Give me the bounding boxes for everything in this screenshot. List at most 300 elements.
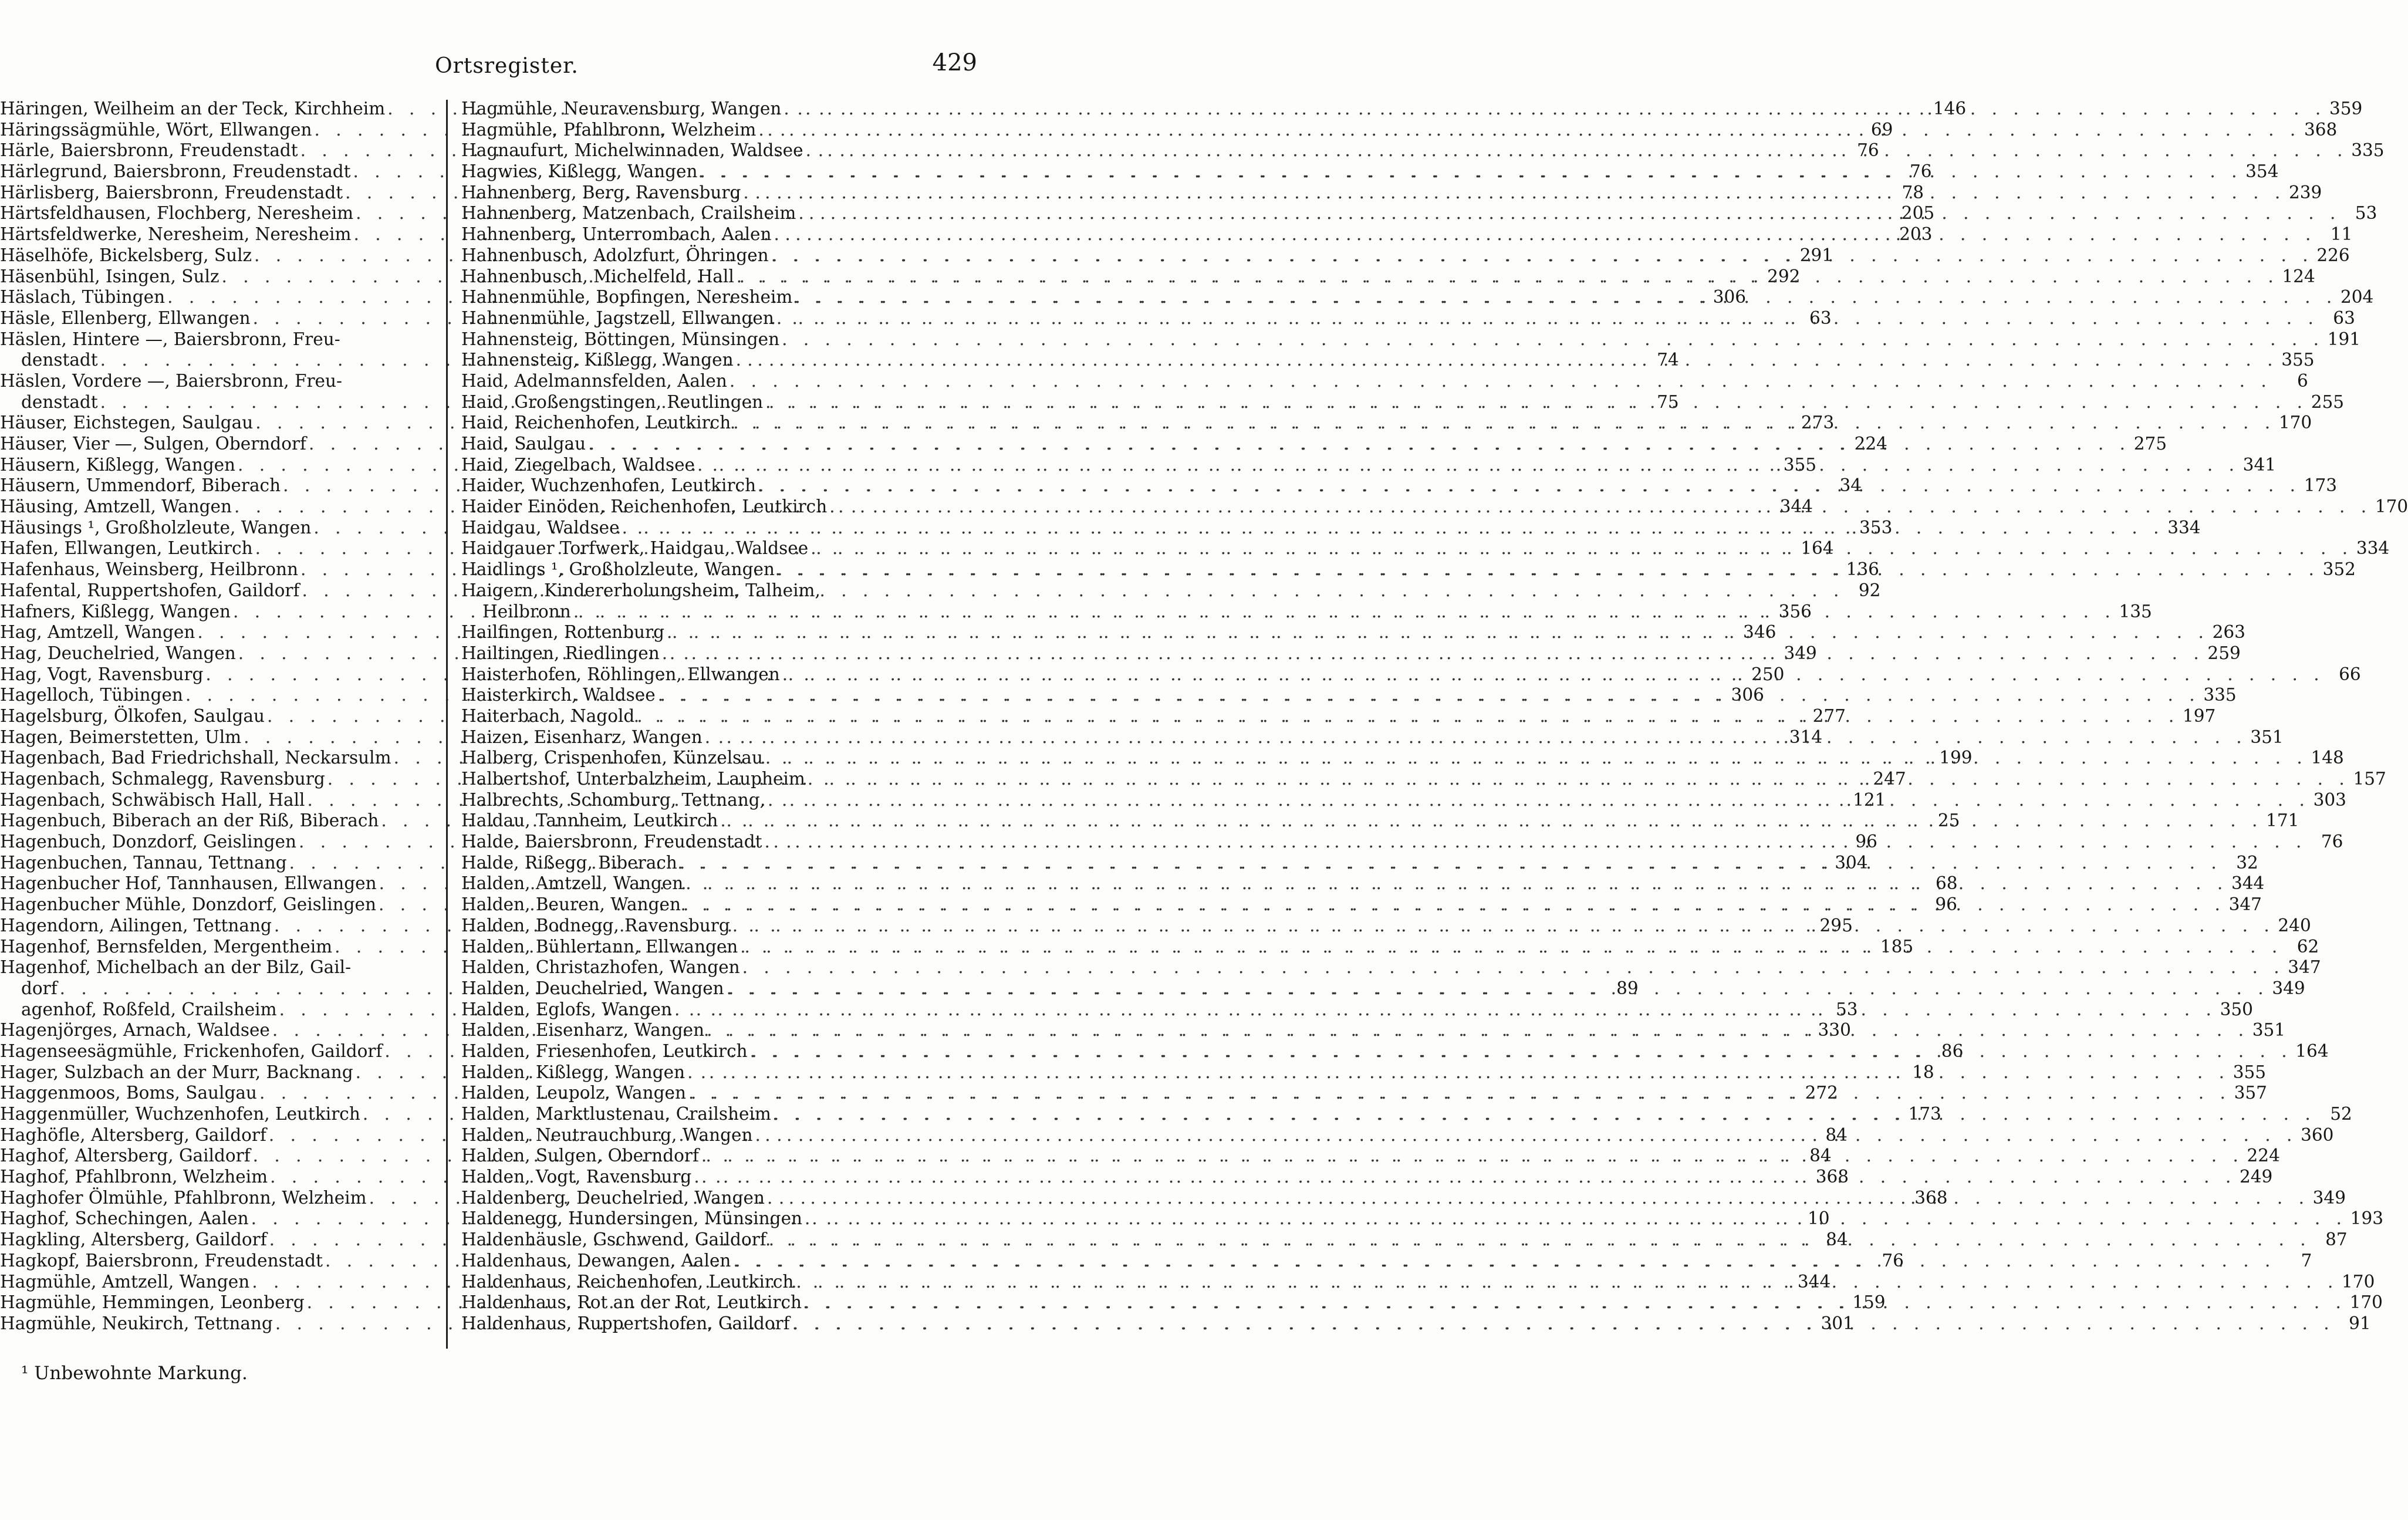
leader-dots <box>586 434 2133 455</box>
entry-page-ref: 357 <box>2234 1083 2267 1103</box>
entry-page-ref: 159 <box>1852 1292 1886 1313</box>
entry-place-name: Häusern, Ummendorf, Biberach <box>0 475 281 496</box>
entry-page-ref: 275 <box>2133 434 2167 454</box>
entry-place-name: Haid, Reichenhofen, Leutkirch <box>461 413 731 433</box>
entry-page-ref: 347 <box>2288 957 2321 978</box>
entry-place-name: Hahnensteig, Kißlegg, Wangen <box>461 350 734 370</box>
index-entry <box>461 580 866 602</box>
entry-place-name: Härle, Baiersbronn, Freudenstadt <box>0 140 298 161</box>
entry-page-ref: 68 <box>1936 873 1958 894</box>
entry-page-ref: 334 <box>2167 517 2201 538</box>
entry-place-name: Haisterkirch, Waldsee <box>461 685 656 705</box>
entry-page-ref: 170 <box>2278 413 2312 433</box>
entry-page-ref: 185 <box>1880 936 1914 957</box>
entry-place-name: Haggenmüller, Wuchzenhofen, Leutkirch <box>0 1104 360 1124</box>
leader-dots <box>571 602 2118 623</box>
entry-page-ref: 349 <box>1784 643 1817 663</box>
entry-page-ref: 18 <box>1912 1062 1934 1082</box>
entry-place-name: Haghöfle, Altersberg, Gaildorf <box>0 1124 266 1145</box>
entry-page-ref: 164 <box>1801 538 1834 559</box>
leader-dots <box>753 1125 2300 1146</box>
entry-place-name: Haldenhaus, Rot an der Rot, Leutkirch <box>461 1292 802 1313</box>
entry-page-ref: 11 <box>2330 224 2353 245</box>
entry-place-name: Hagenbucher Mühle, Donzdorf, Geislingen <box>0 894 376 915</box>
entry-page-ref: 136 <box>1846 559 1879 580</box>
entry-page-ref: 273 <box>1801 413 1835 433</box>
entry-page-ref: 292 <box>1767 266 1801 286</box>
entry-page-ref: 354 <box>2245 161 2279 182</box>
leader-dots <box>734 266 2281 288</box>
entry-page-ref: 350 <box>2220 999 2253 1019</box>
entry-place-name: Hagkopf, Baiersbronn, Freudenstadt <box>0 1250 323 1271</box>
entry-page-ref: 360 <box>2301 1124 2334 1145</box>
leader-dots <box>686 1083 2233 1104</box>
entry-page-ref: 74 <box>1657 350 1679 370</box>
leader-dots <box>781 99 2328 120</box>
entry-place-name: Hagenbucher Hof, Tannhausen, Ellwangen <box>0 873 377 894</box>
leader-dots <box>741 183 2288 204</box>
entry-page-ref: 351 <box>2252 1020 2286 1041</box>
leader-dots <box>793 1272 2341 1293</box>
entry-place-name: Halden, Amtzell, Wangen <box>461 873 684 894</box>
entry-place-name: Halden, Eglofs, Wangen <box>461 999 672 1019</box>
entry-place-name: Haid, Großengstingen, Reutlingen <box>461 391 764 412</box>
entry-place-name: Halden, Vogt, Ravensburg <box>461 1167 692 1187</box>
leader-dots <box>727 371 2274 392</box>
leader-dots <box>827 496 2374 518</box>
column-divider <box>446 100 448 1349</box>
entry-place-name: Hagenbuchen, Tannau, Tettnang <box>0 852 287 873</box>
entry-place-name: Hagenhof, Bernsfelden, Mergentheim <box>0 936 333 957</box>
entry-place-name: Halbertshof, Unterbalzheim, Laupheim <box>461 769 805 789</box>
entry-place-name: denstadt <box>21 391 98 412</box>
entry-place-name: Hag, Vogt, Ravensburg <box>0 664 204 684</box>
leader-dots <box>756 475 2303 496</box>
entry-page-ref: 205 <box>1901 203 1935 224</box>
entry-place-name: Häslen, Hintere —, Baiersbronn, Freu- <box>0 329 340 349</box>
leader-dots <box>660 643 2207 664</box>
entry-place-name: Haghof, Schechingen, Aalen <box>0 1208 249 1229</box>
entry-place-name: Häusings ¹, Großholzleute, Wangen <box>0 517 312 538</box>
leader-dots <box>796 203 2343 224</box>
entry-place-name: Haider Einöden, Reichenhofen, Leutkirch <box>461 496 828 517</box>
entry-place-name: Hagwies, Kißlegg, Wangen <box>461 161 698 182</box>
entry-place-name: Halden, Bühlertann, Ellwangen <box>461 936 738 957</box>
entry-place-name: Hailfingen, Rottenburg <box>461 622 664 643</box>
entry-page-ref: 75 <box>1657 391 1679 412</box>
entry-page-ref: 352 <box>2322 559 2356 580</box>
leader-dots <box>695 455 2242 476</box>
leader-dots <box>738 937 2285 958</box>
entry-page-ref: 76 <box>1882 1250 1904 1271</box>
entry-page-ref: 76 <box>2321 832 2343 852</box>
entry-page-ref: 7 <box>2301 1250 2312 1271</box>
entry-place-name: Haid, Saulgau <box>461 434 586 454</box>
entry-place-name: Hahnenberg, Matzenbach, Crailsheim <box>461 203 796 224</box>
entry-page-ref: 330 <box>1818 1020 1851 1041</box>
entry-page-ref: 355 <box>2281 350 2315 370</box>
entry-page-ref: 10 <box>1808 1208 1830 1229</box>
entry-page-ref: 304 <box>1835 852 1868 873</box>
leader-dots <box>769 245 2316 266</box>
entry-place-name: Hagmühle, Hemmingen, Leonberg <box>0 1292 305 1313</box>
entry-page-ref: 6 <box>2297 370 2308 391</box>
entry-page-ref: 224 <box>2247 1146 2280 1166</box>
entry-page-ref: 78 <box>1902 182 1924 202</box>
entry-place-name: Häusern, Kißlegg, Wangen <box>0 454 236 475</box>
leader-dots <box>704 1020 2251 1041</box>
leader-dots <box>620 518 2167 539</box>
entry-place-name: Hagenbuch, Biberach an der Riß, Biberach <box>0 810 379 831</box>
entry-place-name: Haggenmoos, Boms, Saulgau <box>0 1083 257 1103</box>
entry-place-name: Häsenbühl, Isingen, Sulz <box>0 266 219 286</box>
entry-page-ref: 87 <box>2325 1229 2348 1250</box>
entry-page-ref: 263 <box>2212 622 2245 643</box>
entry-place-name: Haider, Wuchzenhofen, Leutkirch <box>461 475 756 496</box>
entry-page-ref: 135 <box>2119 601 2152 621</box>
index-entry <box>461 370 2308 392</box>
entry-page-ref: 173 <box>2304 475 2338 496</box>
entry-page-ref: 96 <box>1855 832 1877 852</box>
entry-page-ref: 346 <box>1743 622 1777 643</box>
index-entry <box>461 308 2355 329</box>
entry-place-name: Hahnenbusch, Michelfeld, Hall <box>461 266 734 286</box>
entry-place-name: Hagelloch, Tübingen <box>0 685 183 705</box>
entry-place-name: Hagen, Beimerstetten, Ulm <box>0 727 242 747</box>
leader-dots <box>790 1313 2337 1335</box>
entry-place-name: Hahnensteig, Böttingen, Münsingen <box>461 329 780 349</box>
entry-place-name: Hagmühle, Neuravensburg, Wangen <box>461 99 782 119</box>
leader-dots <box>734 350 2281 371</box>
entry-page-ref: 303 <box>2313 789 2346 810</box>
entry-place-name: Hagenbach, Bad Friedrichshall, Neckarsulm <box>0 748 391 768</box>
leader-dots <box>691 1167 2238 1188</box>
leader-dots <box>762 832 2309 853</box>
entry-place-name: Hagnaufurt, Michelwinnaden, Waldsee <box>461 140 803 161</box>
entry-page-ref: 204 <box>2340 287 2374 308</box>
entry-page-ref: 197 <box>2182 705 2216 726</box>
entry-place-name: Haisterhofen, Röhlingen, Ellwangen <box>461 664 780 684</box>
leader-dots <box>765 1188 2312 1209</box>
leader-dots <box>803 140 2350 161</box>
entry-place-name: Häsle, Ellenberg, Ellwangen <box>0 308 251 328</box>
leader-dots <box>718 810 2265 832</box>
entry-place-name: Haghof, Pfahlbronn, Welzheim <box>0 1167 268 1187</box>
index-entry <box>0 329 433 350</box>
entry-place-name: Härlegrund, Baiersbronn, Freudenstadt <box>0 161 351 182</box>
entry-page-ref: 368 <box>1815 1167 1849 1187</box>
entry-place-name: Hagenhof, Michelbach an der Bilz, Gail- <box>0 957 352 978</box>
entry-place-name: Hailtingen, Riedlingen <box>461 643 660 663</box>
entry-page-ref: 164 <box>2295 1041 2329 1061</box>
entry-place-name: Häslen, Vordere —, Baiersbronn, Freu- <box>0 370 342 391</box>
entry-place-name: Hagendorn, Ailingen, Tettnang <box>0 915 272 935</box>
entry-page-ref: 314 <box>1789 727 1823 747</box>
entry-place-name: Haldau, Tannheim, Leutkirch <box>461 810 718 831</box>
entry-page-ref: 92 <box>1858 580 1881 600</box>
entry-place-name: Härtsfeldhausen, Flochberg, Neresheim <box>0 203 354 224</box>
leader-dots <box>699 1146 2246 1167</box>
leader-dots <box>802 1292 2349 1313</box>
leader-dots <box>765 790 2312 811</box>
entry-page-ref: 34 <box>1839 475 1862 496</box>
entry-place-name: Hafners, Kißlegg, Wangen <box>0 601 231 621</box>
running-header-title: Ortsregister. <box>435 54 579 78</box>
entry-page-ref: 91 <box>2349 1313 2371 1333</box>
leader-dots <box>672 999 2219 1021</box>
entry-page-ref: 32 <box>2236 852 2258 873</box>
entry-place-name: Hagenjörges, Arnach, Waldsee <box>0 1020 270 1041</box>
entry-page-ref: 121 <box>1853 789 1886 810</box>
entry-page-ref: 86 <box>1941 1041 1964 1061</box>
entry-page-ref: 355 <box>1783 454 1816 475</box>
entry-page-ref: 84 <box>1809 1146 1832 1166</box>
entry-page-ref: 62 <box>2296 936 2319 957</box>
entry-place-name: Hagenbuch, Donzdorf, Geislingen <box>0 832 296 852</box>
leader-dots <box>802 1208 2349 1229</box>
entry-page-ref: 203 <box>1899 224 1933 245</box>
entry-page-ref: 344 <box>1779 496 1813 517</box>
index-entry <box>0 371 433 392</box>
entry-page-ref: 341 <box>2242 454 2276 475</box>
entry-place-name: Hager, Sulzbach an der Murr, Backnang <box>0 1062 353 1082</box>
entry-place-name: Hagenbach, Schwäbisch Hall, Hall <box>0 789 305 810</box>
entry-place-name: Halbrechts, Schomburg, Tettnang, <box>461 789 765 810</box>
entry-page-ref: 191 <box>2327 329 2361 349</box>
entry-page-ref: 171 <box>2266 810 2299 831</box>
entry-place-name: Halden, Christazhofen, Wangen <box>461 957 740 978</box>
entry-place-name: Halde, Baiersbronn, Freudenstadt <box>461 832 762 852</box>
entry-place-name: Hahnenberg, Berg, Ravensburg <box>461 182 741 202</box>
entry-place-name: Haizen, Eisenharz, Wangen <box>461 727 703 747</box>
entry-place-name: Halden, Marktlustenau, Crailsheim <box>461 1104 771 1124</box>
entry-place-name: Halden, Kißlegg, Wangen <box>461 1062 685 1082</box>
entry-place-name: Haldenhaus, Dewangen, Aalen <box>461 1250 731 1271</box>
entry-page-ref: 335 <box>2203 685 2237 705</box>
entry-place-name: Häselhöfe, Bickelsberg, Sulz <box>0 245 252 265</box>
entry-place-name: Härtsfeldwerke, Neresheim, Neresheim <box>0 224 352 245</box>
entry-page-ref: 295 <box>1819 915 1853 935</box>
entry-place-name: Halden, Neutrauchburg, Wangen <box>461 1124 753 1145</box>
entry-page-ref: 272 <box>1805 1083 1838 1103</box>
entry-place-name: Häringen, Weilheim an der Teck, Kirchheim <box>0 99 386 119</box>
entry-page-ref: 226 <box>2316 245 2350 265</box>
leader-dots <box>779 329 2326 350</box>
entry-page-ref: 306 <box>1731 685 1764 705</box>
leader-dots <box>681 894 2228 916</box>
leader-dots <box>748 1041 2295 1062</box>
entry-page-ref: 66 <box>2339 664 2361 684</box>
leader-dots <box>766 1229 2314 1251</box>
page-number: 429 <box>932 49 977 76</box>
entry-page-ref: 301 <box>1821 1313 1854 1333</box>
entry-place-name: Halden, Leupolz, Wangen <box>461 1083 686 1103</box>
entry-place-name: Häringssägmühle, Wört, Ellwangen <box>0 119 312 140</box>
entry-page-ref: 53 <box>1835 999 1858 1019</box>
entry-place-name: Häusing, Amtzell, Wangen <box>0 496 232 517</box>
entry-place-name: Haghof, Altersberg, Gaildorf <box>0 1146 251 1166</box>
leader-dots <box>730 916 2277 937</box>
entry-place-name: Hag, Amtzell, Wangen <box>0 622 195 643</box>
entry-place-name: dorf <box>21 978 58 998</box>
entry-place-name: Hagmühle, Pfahlbronn, Welzheim <box>461 119 756 140</box>
entry-place-name: Haldenhaus, Reichenhofen, Leutkirch <box>461 1271 794 1292</box>
leader-dots <box>756 120 2303 141</box>
entry-page-ref: 84 <box>1825 1124 1848 1145</box>
entry-place-name: Häuser, Vier —, Sulgen, Oberndorf <box>0 434 306 454</box>
entry-page-ref: 306 <box>1713 287 1747 308</box>
entry-page-ref: 224 <box>1854 434 1887 454</box>
entry-page-ref: 356 <box>1778 601 1812 621</box>
entry-page-ref: 277 <box>1812 705 1846 726</box>
index-entry <box>461 329 2361 350</box>
leader-dots <box>805 769 2352 790</box>
entry-page-ref: 359 <box>2329 99 2363 119</box>
leader-dots <box>703 727 2250 748</box>
entry-page-ref: 148 <box>2311 748 2344 768</box>
entry-page-ref: 259 <box>2207 643 2241 663</box>
entry-page-ref: 199 <box>1939 748 1973 768</box>
entry-page-ref: 240 <box>2278 915 2311 935</box>
entry-place-name: Hafenhaus, Weinsberg, Heilbronn <box>0 559 298 580</box>
entry-page-ref: 146 <box>1933 99 1967 119</box>
entry-place-name: Hafental, Ruppertshofen, Gaildorf <box>0 580 300 600</box>
entry-place-name: Halden, Eisenharz, Wangen <box>461 1020 705 1041</box>
entry-page-ref: 170 <box>2375 496 2408 517</box>
entry-page-ref: 344 <box>1797 1271 1831 1292</box>
entry-page-ref: 335 <box>2351 140 2385 161</box>
entry-page-ref: 247 <box>1873 769 1906 789</box>
entry-page-ref: 63 <box>1809 308 1832 328</box>
entry-place-name: Hagmühle, Neukirch, Tettnang <box>0 1313 273 1333</box>
entry-place-name: Härlisberg, Baiersbronn, Freudenstadt <box>0 182 343 202</box>
entry-page-ref: 76 <box>1909 161 1932 182</box>
entry-page-ref: 173 <box>1908 1104 1941 1124</box>
entry-place-name: Hafen, Ellwangen, Leutkirch <box>0 538 253 559</box>
entry-place-name: Hagmühle, Amtzell, Wangen <box>0 1271 250 1292</box>
entry-page-ref: 170 <box>2349 1292 2383 1313</box>
entry-place-name: Heilbronn <box>482 601 571 621</box>
index-entry <box>0 957 433 978</box>
leader-dots <box>664 622 2211 643</box>
entry-place-name: Haidlings ¹, Großholzleute, Wangen <box>461 559 775 580</box>
entry-page-ref: 368 <box>2304 119 2338 140</box>
entry-place-name: Haidgauer Torfwerk, Haidgau, Waldsee <box>461 538 809 559</box>
entry-page-ref: 89 <box>1616 978 1639 998</box>
leader-dots <box>792 287 2339 308</box>
entry-page-ref: 53 <box>2355 203 2377 224</box>
entry-place-name: Haldenberg, Deuchelried, Wangen <box>461 1187 765 1208</box>
entry-page-ref: 84 <box>1826 1229 1848 1250</box>
leader-dots <box>634 706 2181 727</box>
entry-place-name: Halden, Bodnegg, Ravensburg <box>461 915 730 935</box>
leader-dots <box>731 413 2278 434</box>
entry-page-ref: 170 <box>2342 1271 2375 1292</box>
entry-place-name: Halberg, Crispenhofen, Künzelsau <box>461 748 763 768</box>
entry-page-ref: 355 <box>2233 1062 2267 1082</box>
entry-page-ref: 347 <box>2228 894 2262 915</box>
entry-page-ref: 157 <box>2353 769 2386 789</box>
entry-page-ref: 291 <box>1799 245 1833 265</box>
entry-place-name: Halde, Rißegg, Biberach <box>461 852 677 873</box>
entry-place-name: Hahnenberg, Unterrombach, Aalen <box>461 224 772 245</box>
entry-page-ref: 63 <box>2333 308 2355 328</box>
entry-place-name: Hahnenbusch, Adolzfurt, Öhringen <box>461 245 769 265</box>
entry-page-ref: 76 <box>1857 140 1879 161</box>
entry-place-name: Hagelsburg, Ölkofen, Saulgau <box>0 705 265 726</box>
entry-page-ref: 52 <box>2330 1104 2352 1124</box>
entry-place-name: denstadt <box>21 350 98 370</box>
entry-place-name: Hagenseesägmühle, Frickenhofen, Gaildorf <box>0 1041 383 1061</box>
leader-dots <box>677 853 2224 874</box>
entry-place-name: Häuser, Eichstegen, Saulgau <box>0 413 254 433</box>
entry-page-ref: 193 <box>2350 1208 2383 1229</box>
entry-page-ref: 96 <box>1935 894 1957 915</box>
leader-dots <box>772 224 2319 245</box>
entry-place-name: Halden, Friesenhofen, Leutkirch <box>461 1041 748 1061</box>
entry-page-ref: 255 <box>2311 391 2345 412</box>
entry-place-name: Haldenegg, Hundersingen, Münsingen <box>461 1208 803 1229</box>
leader-dots <box>685 1062 2232 1083</box>
entry-place-name: Hagkling, Altersberg, Gaildorf <box>0 1229 267 1250</box>
leader-dots <box>763 748 2310 769</box>
entry-page-ref: 124 <box>2282 266 2315 286</box>
entry-place-name: Halden, Deuchelried, Wangen <box>461 978 724 998</box>
leader-dots <box>775 559 2322 580</box>
entry-page-ref: 250 <box>1751 664 1785 684</box>
leader-dots <box>771 1104 2318 1125</box>
leader-dots <box>724 978 2271 999</box>
entry-page-ref: 344 <box>2231 873 2265 894</box>
entry-place-name: Haldenhäusle, Gschwend, Gaildorf <box>461 1229 766 1250</box>
entry-place-name: Haidgau, Waldsee <box>461 517 620 538</box>
entry-page-ref: 249 <box>2239 1167 2273 1187</box>
leader-dots <box>774 308 2321 329</box>
leader-dots <box>780 664 2327 685</box>
entry-place-name: Hahnenmühle, Jagstzell, Ellwangen <box>461 308 774 328</box>
leader-dots <box>763 392 2310 413</box>
entry-page-ref: 334 <box>2356 538 2390 559</box>
leader-dots <box>698 161 2245 183</box>
entry-place-name: Haid, Ziegelbach, Waldsee <box>461 454 695 475</box>
entry-page-ref: 239 <box>2288 182 2322 202</box>
entry-place-name: Haid, Adelmannsfelden, Aalen <box>461 370 727 391</box>
entry-place-name: Hagenbach, Schmalegg, Ravensburg <box>0 769 325 789</box>
entry-page-ref: 69 <box>1870 119 1893 140</box>
entry-page-ref: 25 <box>1937 810 1960 831</box>
entry-place-name: Halden, Sulgen, Oberndorf <box>461 1146 699 1166</box>
index-entry <box>461 957 2321 978</box>
entry-place-name: Häslach, Tübingen <box>0 287 166 308</box>
entry-place-name: Hag, Deuchelried, Wangen <box>0 643 236 663</box>
entry-place-name: Haigern, Kindererholungsheim, Talheim, <box>461 580 820 600</box>
entry-page-ref: 351 <box>2250 727 2284 747</box>
leader-dots <box>656 685 2203 706</box>
entry-page-ref: 349 <box>2312 1187 2346 1208</box>
entry-place-name: Haghofer Ölmühle, Pfahlbronn, Welzheim <box>0 1187 367 1208</box>
entry-place-name: Haiterbach, Nagold <box>461 705 635 726</box>
entry-place-name: Halden, Beuren, Wangen <box>461 894 681 915</box>
entry-place-name: Haldenhaus, Ruppertshofen, Gaildorf <box>461 1313 790 1333</box>
entry-page-ref: 368 <box>1914 1187 1948 1208</box>
leader-dots <box>740 957 2287 978</box>
entry-place-name: Hahnenmühle, Bopfingen, Neresheim <box>461 287 793 308</box>
entry-page-ref: 349 <box>2272 978 2305 998</box>
leader-dots <box>731 1251 2278 1272</box>
entry-page-ref: 353 <box>1859 517 1893 538</box>
leader-dots <box>683 873 2230 894</box>
entry-place-name: agenhof, Roßfeld, Crailsheim <box>21 999 277 1019</box>
